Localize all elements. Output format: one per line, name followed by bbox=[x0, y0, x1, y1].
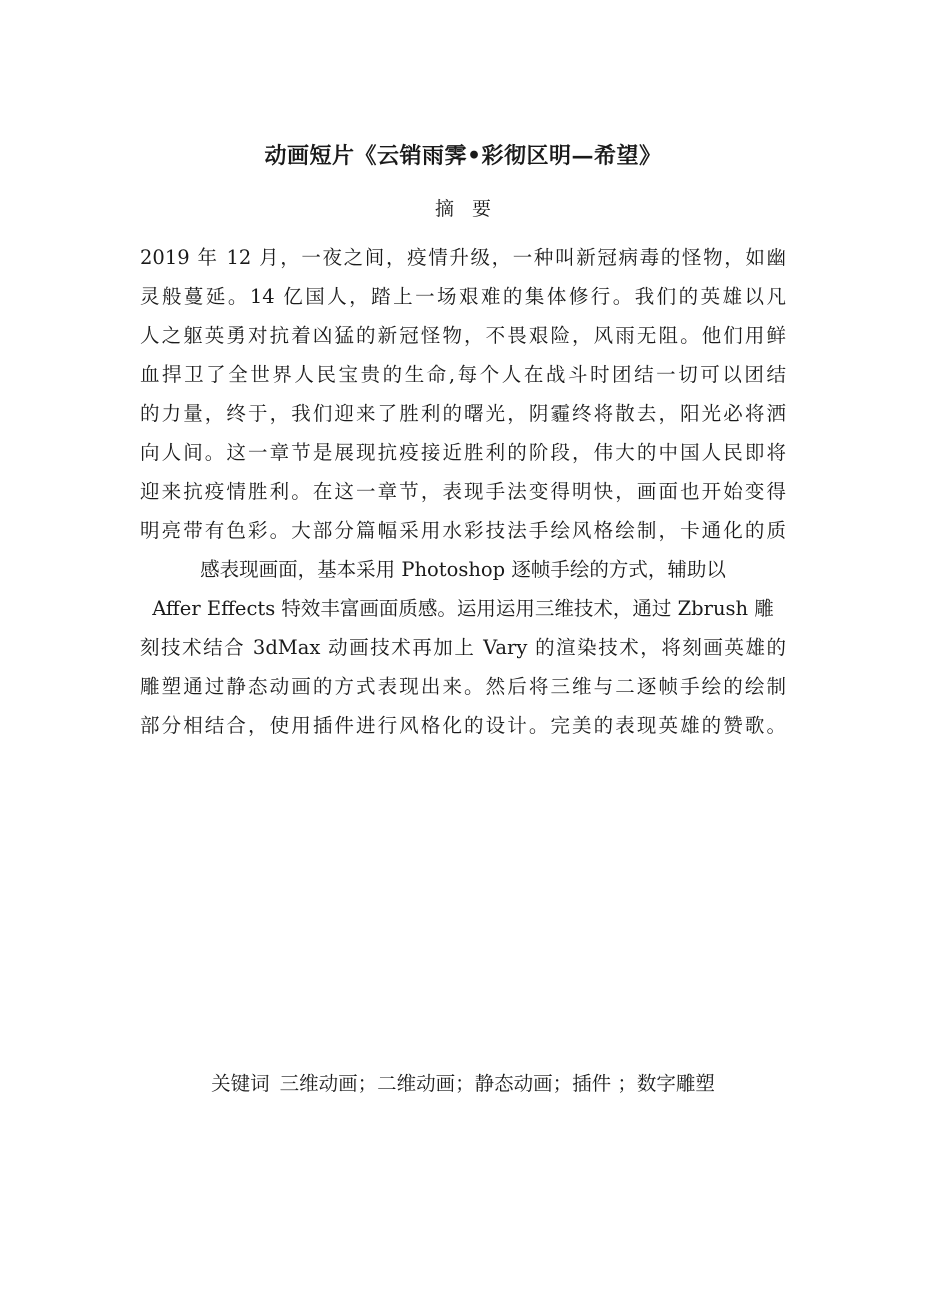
abstract-line: 的力量，终于，我们迎来了胜利的曙光，阴霾终将散去，阳光必将洒 bbox=[140, 402, 786, 425]
abstract-line: 感表现画面，基本采用 Photoshop 逐帧手绘的方式，辅助以 bbox=[200, 558, 726, 581]
keywords bbox=[0, 1068, 926, 1100]
abstract-line: 明亮带有色彩。大部分篇幅采用水彩技法手绘风格绘制，卡通化的质 bbox=[140, 519, 786, 542]
abstract-line: 迎来抗疫情胜利。在这一章节，表现手法变得明快，画面也开始变得 bbox=[140, 480, 786, 503]
keywords-text: 三维动画；二维动画；静态动画；插件 ；数字雕塑 bbox=[279, 1072, 715, 1095]
abstract-line: Affer Effects 特效丰富画面质感。运用运用三维技术，通过 Zbrush 雕 bbox=[152, 597, 774, 620]
abstract-line: 刻技术结合 3dMax 动画技术再加上 Vary 的渲染技术，将刻画英雄的 bbox=[140, 636, 786, 659]
abstract-line: 部分相结合，使用插件进行风格化的设计。完美的表现英雄的赞歌。 bbox=[140, 714, 786, 737]
abstract-line: 灵般蔓延。14 亿国人，踏上一场艰难的集体修行。我们的英雄以凡 bbox=[140, 285, 786, 308]
keywords-label: 关键词 bbox=[211, 1072, 270, 1095]
abstract-line: 2019 年 12 月，一夜之间，疫情升级，一种叫新冠病毒的怪物，如幽 bbox=[140, 246, 786, 269]
abstract-line: 血捍卫了全世界人民宝贵的生命,每个人在战斗时团结一切可以团结 bbox=[140, 363, 786, 386]
abstract-line: 雕塑通过静态动画的方式表现出来。然后将三维与二逐帧手绘的绘制 bbox=[140, 675, 786, 698]
abstract-heading: 摘要 bbox=[434, 198, 509, 220]
abstract-line: 人之躯英勇对抗着凶猛的新冠怪物，不畏艰险，风雨无阻。他们用鲜 bbox=[140, 324, 786, 347]
abstract-body bbox=[140, 238, 786, 745]
abstract-line: 向人间。这一章节是展现抗疫接近胜利的阶段，伟大的中国人民即将 bbox=[140, 441, 786, 464]
document-title: 动画短片《云销雨霁•彩彻区明—希望》 bbox=[264, 143, 662, 169]
